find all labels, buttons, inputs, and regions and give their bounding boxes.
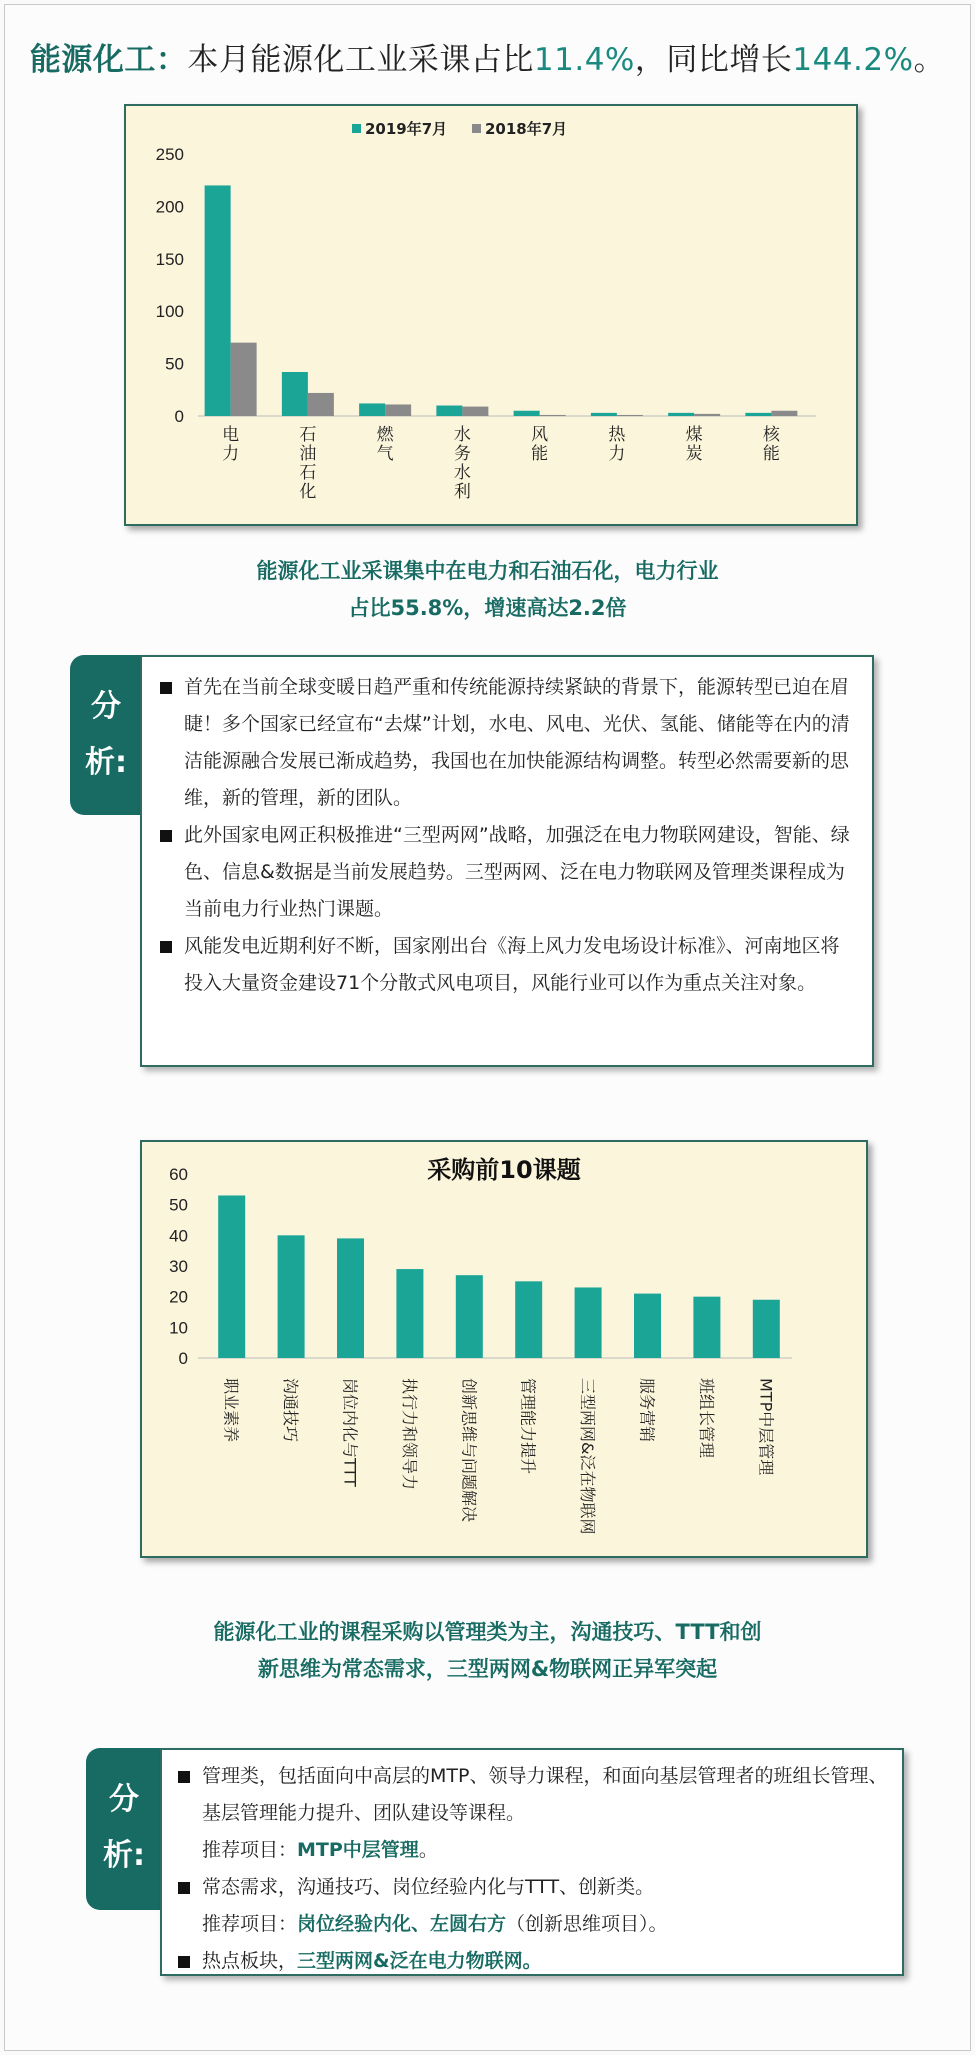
y-tick-label: 200 [155, 197, 184, 217]
bar [278, 1235, 305, 1358]
legend-label: 2018年7月 [485, 120, 568, 138]
analysis-item [174, 1943, 890, 1980]
chart1-caption [0, 553, 975, 627]
recommendation-value: 岗位经验内化、左圆右方 [297, 1913, 507, 1935]
bar-2019 [359, 403, 385, 416]
bar-2018 [540, 415, 566, 416]
x-category-label: MTP中层管理 [756, 1378, 776, 1476]
bar-2019 [745, 413, 771, 416]
y-tick-label: 0 [174, 407, 184, 426]
x-category-label: 三型两网&泛在物联网 [578, 1378, 598, 1535]
analysis-tab-2 [86, 1748, 162, 1910]
x-category-label: 服务营销 [637, 1378, 657, 1443]
bar [575, 1287, 602, 1358]
analysis-item-text: 常态需求，沟通技巧、岗位经验内化与TTT、创新类。 [202, 1876, 655, 1898]
analysis-list-2 [162, 1750, 902, 1980]
recommendation-end: 。 [418, 1839, 438, 1861]
x-category-label: 风能 [531, 425, 549, 464]
analysis-item-text: 此外国家电网正积极推进“三型两网”战略，加强泛在电力物联网建设，智能、绿色、信息&数据是当前发展趋势。三型两网、泛在电力物联网及管理类课程成为当前电力行业热门课题。 [184, 824, 850, 920]
x-category-label: 沟通技巧 [281, 1378, 301, 1443]
chart2-caption [0, 1614, 975, 1688]
recommendation [202, 1906, 890, 1943]
headline-text2: ，同比增长 [634, 42, 793, 78]
x-category-label: 石油石化 [299, 425, 317, 502]
analysis-tab-1-line2: 析: [85, 745, 127, 780]
bar [753, 1300, 780, 1358]
bar [218, 1195, 245, 1358]
analysis-tab-2-line1: 分 [109, 1782, 139, 1817]
y-tick-label: 40 [169, 1226, 188, 1246]
analysis-box-2 [160, 1748, 904, 1976]
analysis-item-text: 风能发电近期利好不断，国家刚出台《海上风力发电场设计标准》、河南地区将投入大量资金建设71个分散式风电项目，风能行业可以作为重点关注对象。 [184, 935, 840, 994]
chart-title: 采购前10课题 [427, 1156, 581, 1184]
bar-2019 [591, 413, 617, 416]
analysis-box-1 [140, 655, 874, 1067]
headline-text1: 本月能源化工业采课占比 [187, 42, 534, 78]
y-tick-label: 0 [178, 1349, 188, 1368]
bar [456, 1275, 483, 1358]
bar-2019 [282, 372, 308, 416]
top10-bar-chart [140, 1140, 868, 1558]
x-category-label: 执行力和领导力 [399, 1378, 419, 1491]
x-category-label: 班组长管理 [696, 1378, 716, 1459]
bar-2018 [308, 393, 334, 416]
analysis-item-text: 首先在当前全球变暖日趋严重和传统能源持续紧缺的背景下，能源转型已迫在眉睫！多个国家已经宣布“去煤”计划，水电、风电、光伏、氢能、储能等在内的清洁能源融合发展已渐成趋势，我国也在加快能源结构调整。转型必然需要新的思维，新的管理，新的团队。 [184, 676, 850, 809]
analysis-tab-1 [70, 655, 142, 815]
analysis-item [156, 669, 858, 817]
bar-2019 [668, 413, 694, 416]
chart1-caption-line1: 能源化工业采课集中在电力和石油石化，电力行业 [256, 559, 719, 583]
x-category-label: 创新思维与问题解决 [459, 1378, 479, 1523]
bar-2018 [617, 415, 643, 416]
y-tick-label: 50 [169, 1195, 188, 1215]
analysis-item [156, 817, 858, 928]
x-category-label: 职业素养 [221, 1378, 241, 1443]
bar [515, 1281, 542, 1358]
headline-prefix: 能源化工： [29, 42, 188, 78]
x-category-label: 管理能力提升 [518, 1378, 538, 1475]
y-tick-label: 20 [169, 1287, 188, 1307]
analysis-item-text: 管理类，包括面向中高层的MTP、领导力课程，和面向基层管理者的班组长管理、基层管理能力提升、团队建设等课程。 [202, 1765, 888, 1824]
y-tick-label: 50 [165, 354, 184, 374]
top10-chart-svg [142, 1142, 866, 1556]
chart2-caption-line1: 能源化工业的课程采购以管理类为主，沟通技巧、TTT和创 [213, 1620, 762, 1644]
x-category-label: 燃气 [376, 425, 394, 464]
analysis-item [174, 1758, 890, 1869]
y-tick-label: 60 [169, 1165, 188, 1184]
analysis-item-text: 热点板块， [202, 1950, 298, 1972]
x-category-label: 岗位内化与TTT [340, 1378, 360, 1487]
headline-share: 11.4% [533, 42, 635, 78]
analysis-item-highlight: 三型两网&泛在电力物联网。 [297, 1950, 542, 1972]
recommendation-label: 推荐项目： [202, 1839, 298, 1861]
x-category-label: 电力 [222, 425, 240, 464]
legend-swatch [352, 124, 361, 133]
y-tick-label: 150 [155, 249, 184, 269]
bar [634, 1294, 661, 1358]
recommendation-label: 推荐项目： [202, 1913, 298, 1935]
bar-2019 [436, 406, 462, 416]
legend-swatch [472, 124, 481, 133]
x-category-label: 热力 [608, 425, 626, 464]
chart2-caption-line2: 新思维为常态需求，三型两网&物联网正异军突起 [257, 1657, 718, 1681]
y-tick-label: 30 [169, 1257, 188, 1276]
analysis-tab-2-line2: 析: [103, 1838, 145, 1873]
x-category-label: 水务水利 [453, 425, 471, 502]
headline-growth: 144.2% [792, 42, 914, 78]
headline [0, 34, 975, 79]
analysis-item [156, 928, 858, 1002]
bar-2018 [462, 407, 488, 416]
analysis-list-1 [142, 657, 872, 1002]
recommendation-value: MTP中层管理 [297, 1839, 419, 1861]
y-tick-label: 100 [155, 302, 184, 322]
recommendation-note: （创新思维项目）。 [506, 1913, 668, 1935]
bar-2019 [205, 185, 231, 416]
bar-2018 [771, 411, 797, 416]
y-tick-label: 10 [169, 1318, 188, 1338]
legend-label: 2019年7月 [365, 120, 448, 138]
bar-2019 [514, 411, 540, 416]
chart1-caption-line2: 占比55.8%，增速高达2.2倍 [348, 596, 627, 620]
recommendation [202, 1832, 890, 1869]
bar [693, 1297, 720, 1358]
bar-2018 [231, 343, 257, 416]
x-category-label: 核能 [762, 425, 780, 464]
headline-suffix: 。 [913, 42, 946, 78]
bar-2018 [694, 414, 720, 416]
y-tick-label: 250 [155, 145, 184, 164]
industry-bar-chart [124, 104, 858, 526]
bar [337, 1238, 364, 1358]
analysis-item [174, 1869, 890, 1943]
analysis-tab-1-line1: 分 [91, 689, 121, 724]
bar-2018 [385, 404, 411, 416]
x-category-label: 煤炭 [685, 425, 703, 464]
bar [396, 1269, 423, 1358]
industry-chart-svg [126, 106, 856, 524]
